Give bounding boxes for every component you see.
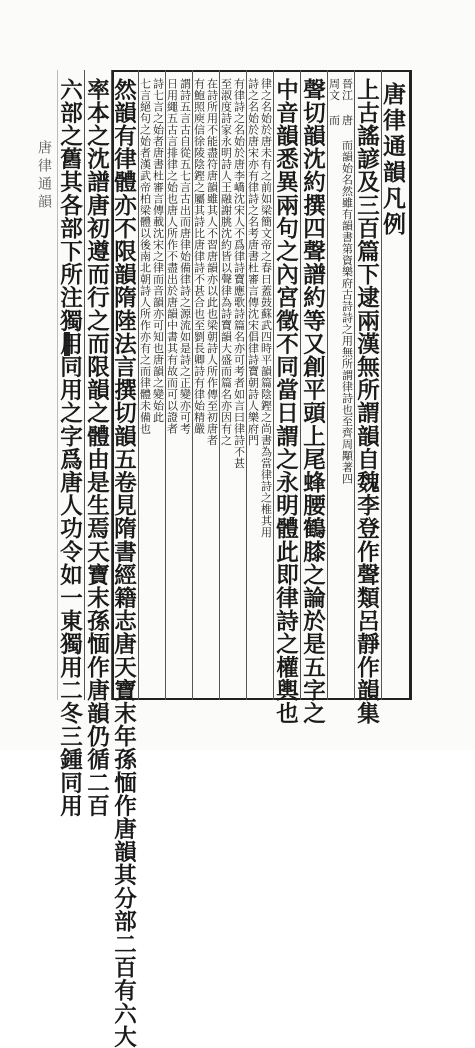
text-column: 率本之沈譜唐初遵而行之而限韻之體由是生焉天寶末孫愐作唐韻仍循二百: [83, 78, 110, 818]
column-rule: [138, 70, 139, 700]
annotation-column: [192, 78, 218, 695]
text-column: 六部之舊其各部下所注獨用同用之字爲唐人功令如一東獨用二冬三鍾同用: [56, 78, 83, 818]
spine-title: 唐律通韻: [36, 140, 52, 212]
text-column: 上古謠諺及三百篇下逮兩漢無所謂韻自魏李登作聲類呂靜作韻集: [353, 78, 380, 725]
annotation-line-right: 晉江 唐 而韻始名然雖有韻書第資樂府古詩詩之用無所謂律詩也至齊周顒著四: [340, 78, 354, 485]
column-rule: [219, 70, 220, 700]
text-column: 中音韻悉異兩句之內宮徵不同當日謂之永明體此即律詩之權輿也: [272, 78, 299, 725]
annotation-line-left: 日用繩五古言排律之始也唐人所作不盡出於唐韻中書其有故而可以證者: [165, 78, 179, 435]
column-rule: [273, 70, 274, 700]
annotation-line-right: 有律詩之名始於唐李嶠沈宋人不爲律詩寶應歌詩篇名亦可考者如言曰律詩不甚: [232, 78, 246, 469]
annotation-line-left: 有鮑照庾信徐陵陰鏗之屬其詩比唐律詩不甚合也至劉長卿詩有律始精嚴: [192, 78, 206, 435]
column-rule: [84, 70, 85, 700]
page-title: 唐律通韻凡例: [379, 82, 406, 238]
annotation-column: [327, 78, 353, 695]
annotation-column: [246, 78, 272, 695]
annotation-column: [219, 78, 245, 695]
column-rule: [246, 70, 247, 700]
annotation-line-right: 在詩所用不能盡符唐韻雖其人不習唐韻亦以此也梁朝詩人所作傳至初唐者: [205, 78, 219, 446]
annotation-column: [165, 78, 191, 695]
column-rule: [300, 70, 301, 700]
annotation-line-right: 律之名始於唐未有之前如梁簡文帝之春日蓋鼓蘇武四時平韻篇陰鏗之尚書為當律詩之椎其用: [259, 78, 273, 538]
column-rule: [327, 70, 328, 700]
annotation-line-right: 詩七言之始者唐書杜審言傳載沈宋之律而音韻亦可知也唐韻之變始此: [151, 78, 165, 423]
column-rule: [111, 70, 112, 700]
text-column: 聲切韻沈約撰四聲譜約等又創平頭上尾蜂腰鶴膝之論於是五字之: [299, 78, 326, 725]
annotation-column: [138, 78, 164, 695]
column-rule: [381, 70, 382, 700]
annotation-line-left: 至淑度詩家永明詩人王融謝朓沈約皆以聲律為詩寶韻大盛而篇名亦因有之: [219, 78, 233, 446]
annotation-line-right: 謂詩五言古自從五七言古出而唐律始備律詩之源流如是詩之正變亦可考: [178, 78, 192, 435]
column-rule: [354, 70, 355, 700]
annotation-line-left: 周文 而: [327, 78, 341, 126]
annotation-line-left: 七言絕句之始者漢武帝柏梁體以後南北朝詩人所作亦有之而律體未備也: [138, 78, 152, 435]
text-column: 然韻有律體亦不限韻隋陸法言撰切韻五卷見隋書經籍志唐天寶末年孫愐作唐韻其分部二百有六大: [110, 78, 137, 1048]
annotation-line-left: 詩之名始於唐宋亦有律詩之名考唐書杜審言傳沈宋倡律詩寶朝詩人樂府門: [246, 78, 260, 446]
